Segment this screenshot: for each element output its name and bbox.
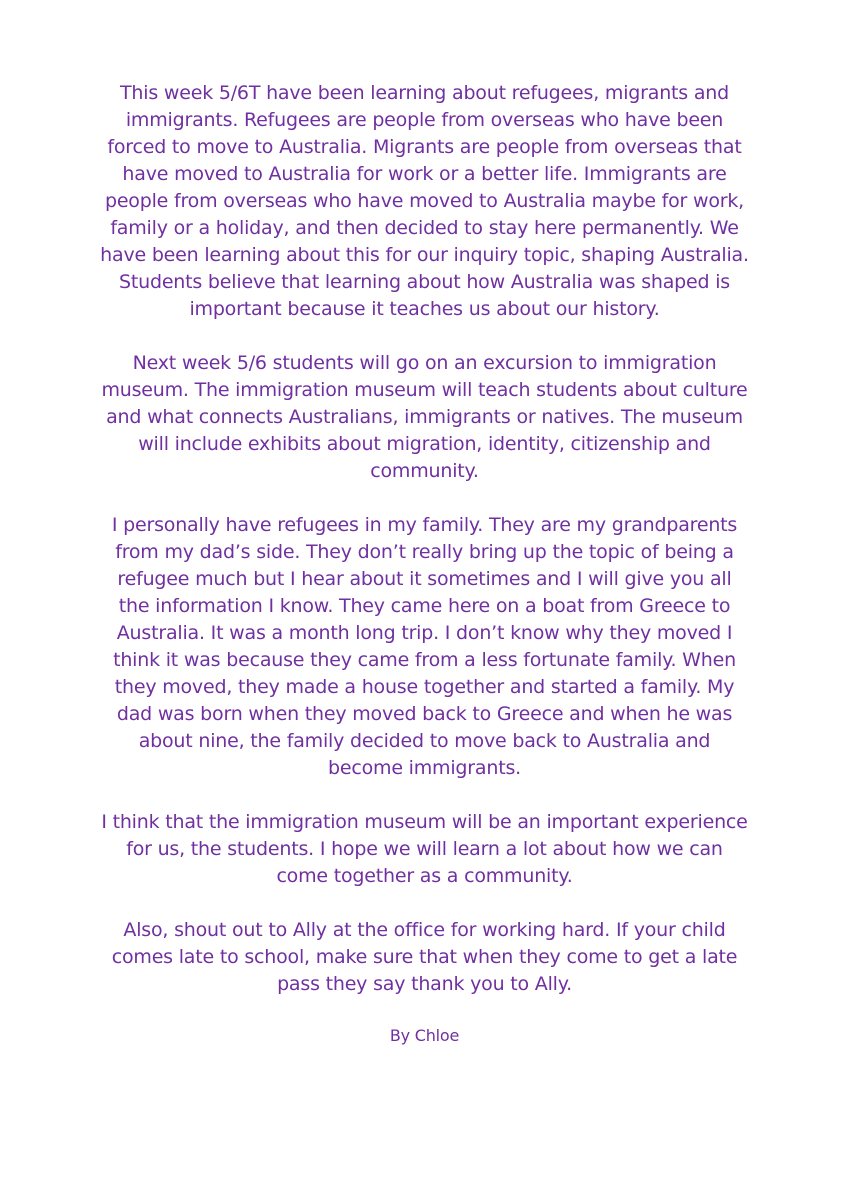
- paragraph-excursion: Next week 5/6 students will go on an excursion to immigration museum. The immigration museum will teach students about culture and what connects Australians, immigrants or natives. The museum will include exhibits about migration, identity, citizenship and community.: [101, 352, 748, 482]
- paragraph-intro: This week 5/6T have been learning about refugees, migrants and immigrants. Refugees are people from overseas who have been forced to move to Australia. Migrants are people from overseas that have moved to Australia for work or a better life. Immigrants are people from overseas who have moved to Australia maybe for work, family or a holiday, and then decided to stay here permanently. We have been learning about this for our inquiry topic, shaping Australia. Students believe that learning about how Australia was shaped is important because it teaches us about our history.: [100, 82, 749, 320]
- author-byline: By Chloe: [389, 1026, 460, 1045]
- article-body: [100, 80, 749, 1047]
- paragraph-shout-out: Also, shout out to Ally at the office for working hard. If your child comes late to school, make sure that when they come to get a late pass they say thank you to Ally.: [111, 919, 738, 995]
- paragraph-family-refugees: I personally have refugees in my family. They are my grandparents from my dad’s side. They don’t really bring up the topic of being a refugee much but I hear about it sometimes and I will give you all the information I know. They came here on a boat from Greece to Australia. It was a month long trip. I don’t know why they moved I think it was because they came from a less fortunate family. When they moved, they made a house together and started a family. My dad was born when they moved back to Greece and when he was about nine, the family decided to move back to Australia and become immigrants.: [111, 514, 738, 779]
- paragraph-museum-experience: I think that the immigration museum will be an important experience for us, the students. I hope we will learn a lot about how we can come together as a community.: [101, 811, 748, 887]
